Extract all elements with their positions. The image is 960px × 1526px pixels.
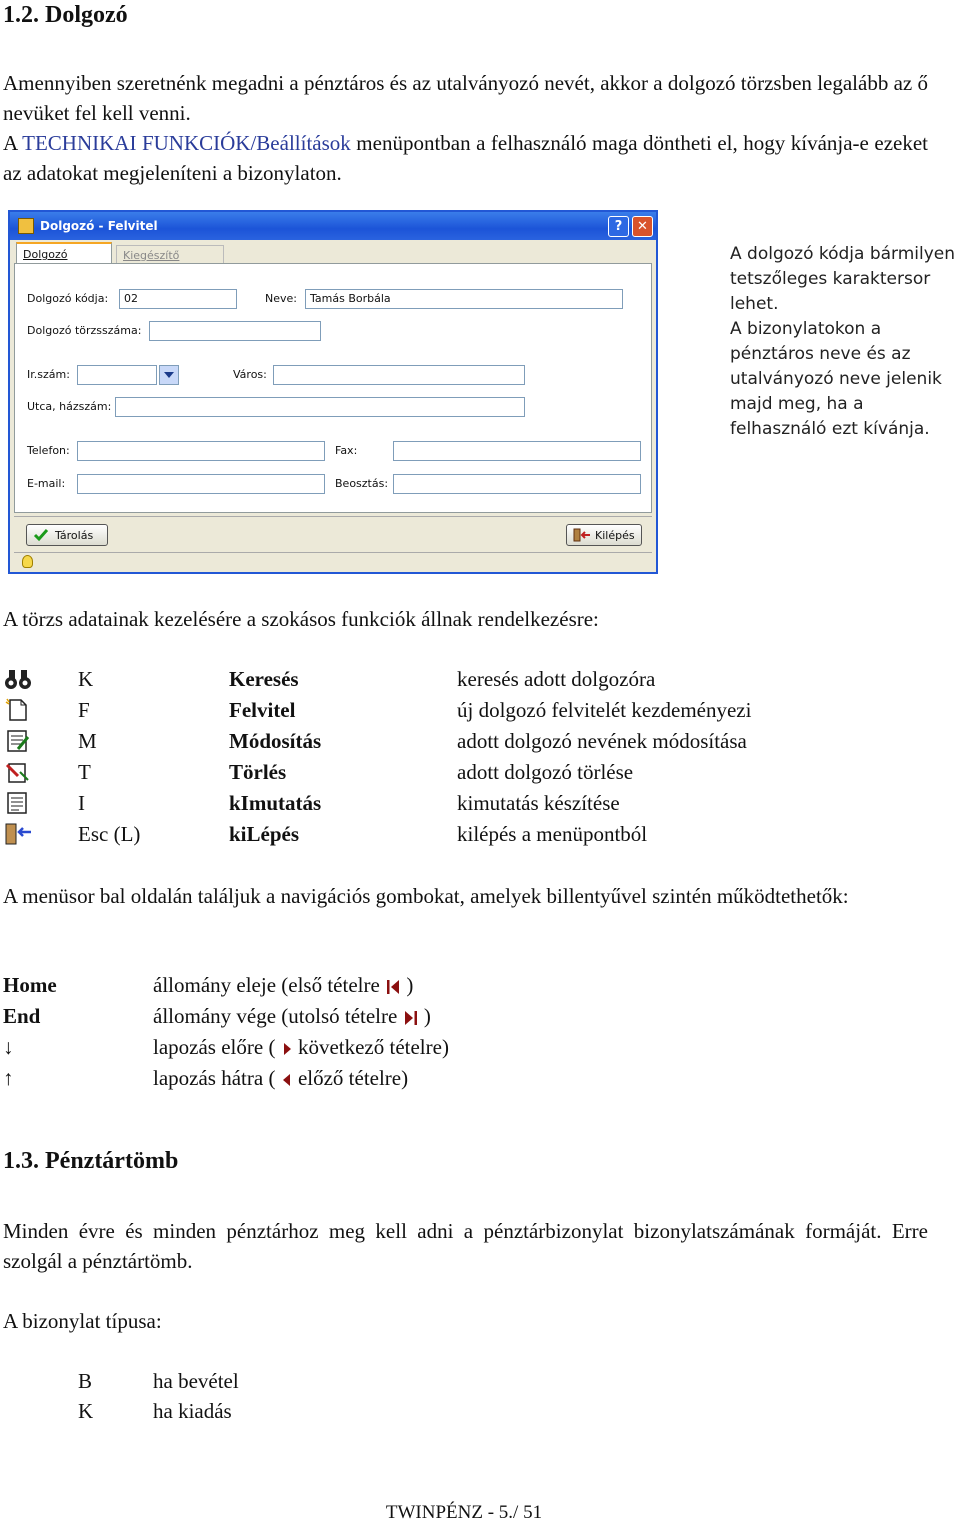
tab-label: Kiegészítő (123, 249, 180, 262)
nav-text: lapozás előre ( (153, 1035, 281, 1059)
nav-text: következő tételre) (292, 1035, 449, 1059)
last-record-icon (403, 1009, 419, 1027)
nav-text: ) (418, 1004, 431, 1028)
functions-intro: A törzs adatainak kezelésére a szokásos funkciók állnak rendelkezésre: (3, 607, 599, 631)
label-fax: Fax: (335, 444, 358, 457)
kod-field[interactable]: 02 (119, 289, 237, 309)
exit-door-icon (4, 822, 32, 846)
telefon-field[interactable] (77, 441, 325, 461)
nav-intro: A menüsor bal oldalán találjuk a navigációs gombokat, amelyek billentyűvel szintén működtethetők: (3, 884, 849, 908)
tab-kiegeszito-adatok[interactable] (116, 245, 224, 264)
label-nev: Neve: (265, 292, 297, 305)
function-row (0, 788, 960, 819)
function-name: kImutatás (229, 791, 322, 815)
function-key: F (78, 698, 90, 722)
function-row (0, 726, 960, 757)
label-utca: Utca, házszám: (27, 400, 112, 413)
beosztas-field[interactable] (393, 474, 641, 494)
section2-paragraph: Minden évre és minden pénztárhoz meg kell adni a pénztárbizonylat bizonylatszámának formáját. Erre szolgál a pénztártömb. (3, 1219, 928, 1273)
prev-record-icon (281, 1071, 293, 1089)
exit-door-icon (573, 528, 591, 542)
nev-field[interactable]: Tamás Borbála (305, 289, 623, 309)
label-kod: Dolgozó kódja: (27, 292, 109, 305)
next-record-icon (281, 1040, 293, 1058)
side-note-display: A bizonylatokon a pénztáros neve és az utalványozó neve jelenik majd meg, ha a felhasználó ezt kívánja. (730, 319, 942, 439)
label-torzsszam: Dolgozó törzsszáma: (27, 324, 142, 337)
nav-text: állomány eleje (első tételre (153, 973, 386, 997)
tab-dolgozo-adatai[interactable] (16, 242, 112, 264)
function-name: Keresés (229, 667, 299, 691)
fax-field[interactable] (393, 441, 641, 461)
nav-text: állomány vége (utolsó tételre (153, 1004, 403, 1028)
label-irszam: Ir.szám: (27, 368, 70, 381)
divider (14, 516, 652, 517)
status-bar (14, 552, 652, 571)
exit-button[interactable] (566, 524, 642, 546)
bizonylat-type-heading: A bizonylat típusa: (3, 1309, 162, 1333)
down-arrow-icon: ↓ (3, 1035, 14, 1059)
bizonylat-type-row (78, 1366, 239, 1396)
function-key: Esc (L) (78, 822, 141, 846)
window-app-icon (18, 218, 34, 234)
section-heading: 1.2. Dolgozó (3, 2, 128, 28)
function-name: Felvitel (229, 698, 296, 722)
nav-text: ) (401, 973, 414, 997)
window-title: Dolgozó - Felvitel (40, 219, 158, 233)
nav-key: Home (3, 973, 57, 997)
function-row (0, 757, 960, 788)
type-desc: ha kiadás (153, 1399, 232, 1423)
email-field[interactable] (77, 474, 325, 494)
label-email: E-mail: (27, 477, 66, 490)
menu-reference: TECHNIKAI FUNKCIÓK/Beállítások (22, 131, 351, 155)
nav-row (3, 1001, 903, 1032)
binoculars-icon (4, 667, 32, 691)
report-icon (4, 791, 32, 815)
function-row (0, 664, 960, 695)
settings-paragraph (3, 128, 928, 188)
function-name: Módosítás (229, 729, 322, 753)
irszam-field[interactable] (77, 365, 157, 385)
nav-key: End (3, 1004, 41, 1028)
nav-row (3, 1032, 903, 1063)
form-panel (14, 263, 652, 513)
function-desc: adott dolgozó törlése (457, 760, 634, 784)
nav-text: előző tételre) (292, 1066, 409, 1090)
nav-row (3, 1063, 903, 1094)
edit-document-icon (4, 729, 32, 753)
function-desc: kimutatás készítése (457, 791, 620, 815)
type-code: B (78, 1369, 93, 1393)
checkmark-icon (33, 528, 49, 542)
dolgozo-window (8, 210, 658, 574)
function-key: T (78, 760, 91, 784)
save-label: Tárolás (55, 528, 94, 542)
function-name: Törlés (229, 760, 287, 784)
nav-text: lapozás hátra ( (153, 1066, 281, 1090)
irszam-dropdown-button[interactable] (159, 365, 179, 385)
function-row (0, 819, 960, 850)
lightbulb-icon (22, 555, 33, 568)
paragraph-text: A (3, 131, 23, 155)
type-desc: ha bevétel (153, 1369, 239, 1393)
label-telefon: Telefon: (27, 444, 70, 457)
page-footer: TWINPÉNZ - 5./ 51 (385, 1502, 543, 1523)
function-key: M (78, 729, 97, 753)
function-name: kiLépés (229, 822, 300, 846)
exit-label: Kilépés (595, 528, 635, 542)
delete-icon (4, 760, 32, 784)
function-key: I (78, 791, 85, 815)
side-note (730, 242, 960, 442)
torzsszam-field[interactable] (149, 321, 321, 341)
first-record-icon (385, 978, 401, 996)
function-desc: kilépés a menüpontból (457, 822, 648, 846)
new-document-icon (4, 698, 32, 722)
label-varos: Város: (233, 368, 267, 381)
section-heading: 1.3. Pénztártömb (3, 1148, 179, 1174)
save-button[interactable] (26, 524, 108, 546)
function-row (0, 695, 960, 726)
chevron-down-icon (164, 372, 174, 378)
bizonylat-type-row (78, 1396, 232, 1426)
function-desc: új dolgozó felvitelét kezdeményezi (457, 698, 752, 722)
nav-row (3, 970, 903, 1001)
up-arrow-icon: ↑ (3, 1066, 14, 1090)
tab-label: Dolgozó (23, 248, 68, 261)
type-code: K (78, 1399, 94, 1423)
function-desc: adott dolgozó nevének módosítása (457, 729, 747, 753)
window-titlebar (10, 212, 656, 240)
intro-paragraph: Amennyiben szeretnénk megadni a pénztáros és az utalványozó nevét, akkor a dolgozó törzsben legalább az ő nevüket fel kell venni. (3, 71, 928, 125)
function-key: K (78, 667, 94, 691)
paragraph-text: menüpontban a felhasználó maga döntheti el, hogy kívánja-e ezeket az adatokat megjeleníteni a bizonylaton. (3, 131, 928, 185)
help-button[interactable]: ? (608, 216, 629, 237)
varos-field[interactable] (273, 365, 525, 385)
utca-field[interactable] (115, 397, 525, 417)
side-note-code: A dolgozó kódja bármilyen tetszőleges karaktersor lehet. (730, 244, 956, 314)
close-button[interactable]: ✕ (632, 216, 653, 237)
label-beosztas: Beosztás: (335, 477, 389, 490)
function-desc: keresés adott dolgozóra (457, 667, 656, 691)
